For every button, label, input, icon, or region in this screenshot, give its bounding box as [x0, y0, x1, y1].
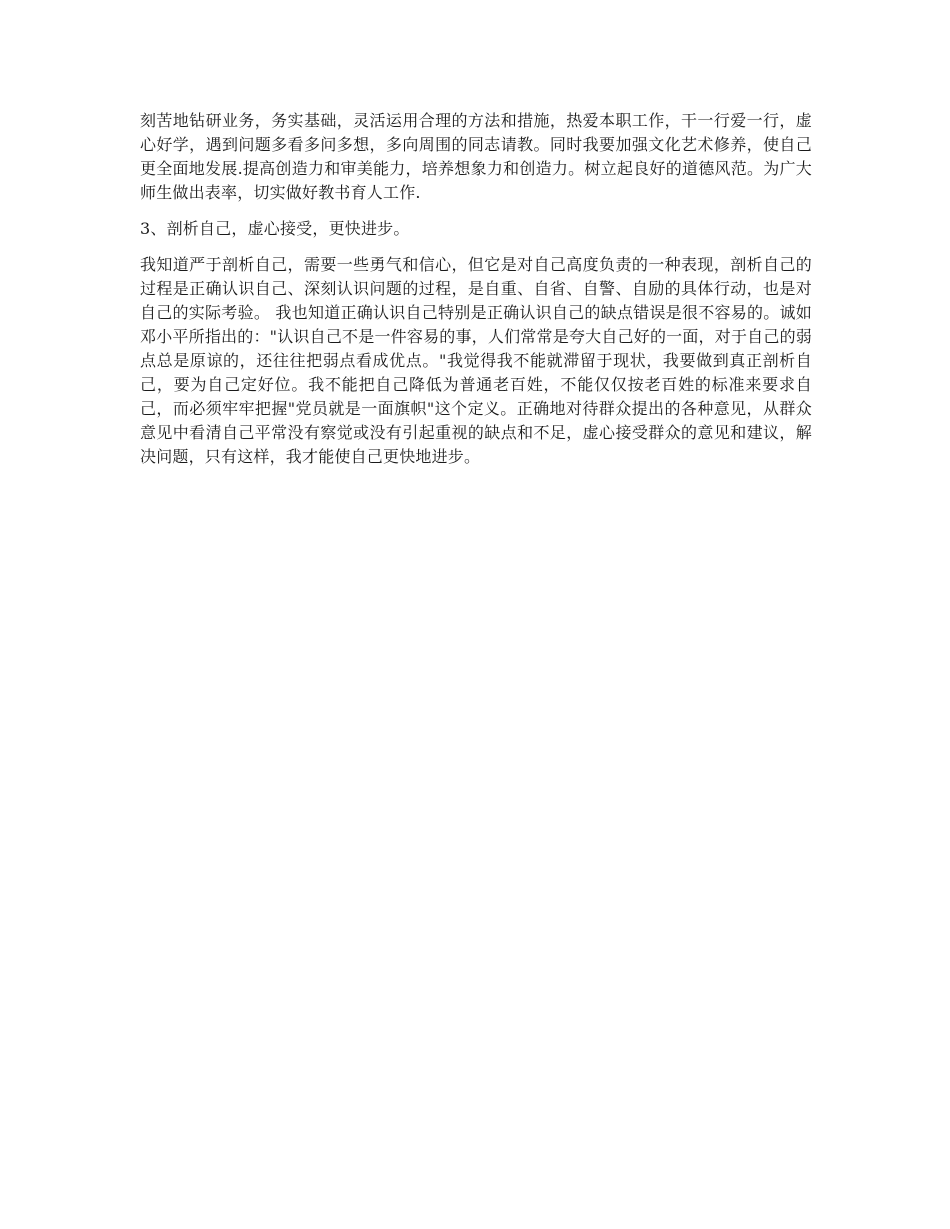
- document-body: [140, 109, 812, 469]
- paragraph-study-and-cultivation: 刻苦地钻研业务，务实基础，灵活运用合理的方法和措施，热爱本职工作，干一行爱一行，虚心好学，遇到问题多看多问多想，多向周围的同志请教。同时我要加强文化艺术修养，使自己更全面地发展.提高创造力和审美能力，培养想象力和创造力。树立起良好的道德风范。为广大师生做出表率，切实做好教书育人工作.: [140, 111, 812, 202]
- section-heading-self-analysis: 3、剖析自己，虚心接受，更快进步。: [140, 219, 410, 238]
- paragraph-spacer: [140, 241, 812, 253]
- paragraph-self-analysis: 我知道严于剖析自己，需要一些勇气和信心，但它是对自己高度负责的一种表现，剖析自己的过程是正确认识自己、深刻认识问题的过程，是自重、自省、自警、自励的具体行动，也是对自己的实际考验。 我也知道正确认识自己特别是正确认识自己的缺点错误是很不容易的。诚如邓小平所指出的："认识自己不是一件容易的事，人们常常是夸大自己好的一面，对于自己的弱点总是原谅的，还往往把弱点看成优点。"我觉得我不能就滞留于现状，我要做到真正剖析自己，要为自己定好位。我不能把自己降低为普通老百姓，不能仅仅按老百姓的标准来要求自己，而必须牢牢把握"党员就是一面旗帜"这个定义。正确地对待群众提出的各种意见，从群众意见中看清自己平常没有察觉或没有引起重视的缺点和不足，虚心接受群众的意见和建议，解决问题，只有这样，我才能使自己更快地进步。: [140, 255, 812, 466]
- paragraph-spacer: [140, 205, 812, 217]
